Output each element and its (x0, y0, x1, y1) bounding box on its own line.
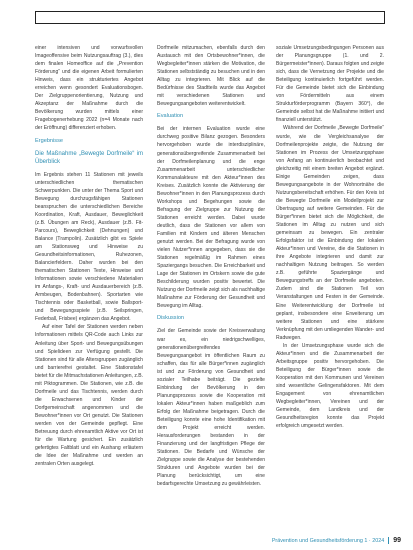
body-paragraph: Auf einer Tafel der Stationen werden neben Informationen mittels QR-Code auch Links zur Anleitung über Sport- und Bewegungsübungen und Spielideen zur Verfügung gestellt. Die Stationen sind für alle Altersgruppen zugänglich und barrierefrei gestaltet. Eine Stationstafel bietet für die Mitmachstationen Anleitungen, z.B. mit Piktogrammen. Die Stationen, wie z.B. die Dorfmeile und das Tischtennis, werden durch die Erwachsenen und Kinder der Dorfgemeinschaft angenommen und die Bewohner*innen vor Ort genutzt. Die Stationen werden von der Gemeinde gepflegt. Eine Betreuung durch ehrenamtlich Aktive vor Ort ist für die Wartung gesichert. Ein zusätzlich gefertigtes Faltblatt und ein Aushang erläutern die Idee der Maßnahme und werden an zentralen Orten ausgelegt. (35, 324, 144, 468)
body-paragraph: Während der Dorfmeile „Bewegte Dorfmeile“ wurde, wie die Vergleichsanalyse der Dorfmeilenprojekte zeigte, die Nutzung der Stationen im Prozess der Umsetzungsphase von Anfang an kontinuierlich beobachtet und gleichzeitig mit einem breiten Angebot ergänzt. Einige Gemeinden zeigen, dass Bewegungsangebote in der Wohnortnähe die Nutzungsbereitschaft erhöhen. Für den Kreis ist die Bewegte Dorfmeile ein Modellprojekt zur Übertragung auf weitere Gemeinden. Für die Bürger*innen bietet sich die Möglichkeit, die Stationen im Alltag zu nutzen und sich gemeinsam zu bewegen. Ein zentraler Erfolgsfaktor ist die Einbindung der lokalen Akteur*innen und Vereine, die die Stationen in ihre Angebote integrieren und damit zur nachhaltigen Nutzung beitragen. So werden z.B. geführte Spaziergänge und Bewegungstreffs an der Dorfmeile angeboten. Zudem sind die Stationen Teil von Veranstaltungen und Festen in der Gemeinde. Eine Weiterentwicklung der Dorfmeile ist geplant, insbesondere eine Erweiterung um weitere Stationen und eine stärkere Verknüpfung mit den umliegenden Wander- und Radwegen. (276, 125, 384, 341)
section-heading-discussion: Diskussion (157, 315, 185, 322)
page-number: 99 (393, 537, 401, 544)
footer-divider (388, 537, 389, 544)
body-paragraph: Im Ergebnis stehen 11 Stationen mit jeweils unterschiedlichen thematischen Schwerpunkten. Die unter der Thema Sport und Bewegung durchzugsfähigen Stationen beanspruchen die unterschiedlichen Bereiche Koordination, Kraft, Ausdauer, Beweglichkeit (z.B. Übungen am Reck), Ausdauer (z.B. Fit-Parcours), Beweglichkeit (Dehnungen) und Balance (Trampolin). Zusätzlich gibt es Spiele am Stationsweg und Hinweise zu Gesundheitsinformationen, Ruhezonen, Balancierfeldern. Daher wurden bei den thematischen Stationen Texte, Hinweise und Informationen sowie verschiedene Materialien im Anfangs-, Kraft- und Ausdauerbereich (z.B. Armbeugen, Bodenbahnen). Sportarten wie Tischtennis oder Basketball, sowie Ballsport- und Bewegungsspiele (z.B. Seilspringen, Federball, Frisbee) ergänzen das Angebot. (35, 171, 143, 323)
text-column-middle (157, 44, 265, 488)
page-footer (272, 537, 401, 544)
body-paragraph: Ziel der Gemeinde sowie der Kreisverwaltung war es, ein niedrigschwelliges, generationenübergreifendes Bewegungsangebot im öffentlichen Raum zu schaffen, das für alle Bürger*innen zugänglich ist und zur Förderung von Gesundheit und sozialer Teilhabe beiträgt. Die gezielte Einbindung der Bevölkerung in den Planungsprozess sowie die Kooperation mit lokalen Akteur*innen haben maßgeblich zum Erfolg der Maßnahme beigetragen. Durch die Beteiligung konnte eine hohe Identifikation mit dem Projekt erreicht werden. Herausforderungen bestanden in der Finanzierung und der langfristigen Pflege der Stationen. Die Bedarfe und Wünsche der Zielgruppe sowie die Analyse der bestehenden Strukturen und Angebote wurden bei der Planung berücksichtigt, um eine bedarfsgerechte Umsetzung zu gewährleisten. (157, 328, 265, 488)
header-bar (35, 11, 385, 24)
subsection-heading: Die Maßnahme „Bewegte Dorfmeile“ im Überblick (35, 150, 143, 165)
body-paragraph: Dorfmeile mitzumachen, ebenfalls durch den Austausch mit den Ortsbewohner*innen, die Wegbegleiter*innen stärken die Motivation, die Stationen selbstständig zu besuchen und in den Alltag zu integrieren. Mit Blick auf die Bedürfnisse des Stadtteils wurde das Angebot mit verschiedenen Stationen und Bewegungsangeboten weiterentwickelt. (157, 45, 265, 108)
section-heading-evaluation: Evaluation (157, 113, 184, 120)
text-column-left (35, 44, 143, 468)
body-paragraph: soziale Umsetzungsbedingungen Personen aus der Planungsgruppe (1. und 2. Bürgermeister*innen). Daraus folgten und zeigte sich, dass die Vernetzung der Projekte und die Beteiligung kontinuierlich fortgeführt werden. Für die Gemeinde bietet sich die Einbindung von Fördermitteln aus einem Strukturförderprogramm (Bayern 360°), die Gemeinde selbst hat die Maßnahme initiiert und finanziell unterstützt. (276, 45, 385, 124)
body-paragraph: In der Umsetzungsphase wurde sich die Akteur*innen und die Zusammenarbeit der Arbeitsgruppe positiv hervorgehoben. Die Beteiligung der Bürger*innen sowie die Kooperation mit den Kommunen und Vereinen sind wesentliche Gelingensfaktoren. Mit dem Engagement von ehrenamtlichen Wegbegleiter*innen, Vereinen und der Gemeinde, dem Landkreis und der Gesundheitsregion konnte das Projekt erfolgreich umgesetzt werden. (276, 342, 384, 430)
section-heading-results: Ergebnisse (35, 137, 63, 144)
body-paragraph: Bei der internen Evaluation wurde eine durchweg positive Bilanz gezogen. Besonders hervorgehoben wurde die interdisziplinäre, generationsübergreifende Zusammenarbeit bei der Dorfmeilenplanung und die enge Zusammenarbeit unterschiedlicher Kommunalakteure mit den Akteur*innen des Kreises. Zusätzlich konnte die Aktivierung der Bewohner*innen in den Planungsprozess durch Workshops und Begehungen sowie die Befragung der Zielgruppe zur Nutzung der Stationen erreicht werden. Dabei wurde deutlich, dass die Stationen vor allem von Familien mit Kindern und älteren Menschen genutzt werden. Bei der Befragung wurde von vielen Nutzer*innen angegeben, dass sie die Stationen regelmäßig im Rahmen eines Spaziergangs besuchen. Die Erreichbarkeit und Lage der Stationen im Ortskern sowie die gute Beschilderung wurden positiv bewertet. Die Nutzung der Dorfmeile zeigt sich als nachhaltige Maßnahme zur Förderung der Gesundheit und Bewegung im Alltag. (157, 126, 266, 310)
journal-citation: Prävention und Gesundheitsförderung 1 · 2024 (271, 537, 385, 544)
body-paragraph: einer intensiven und vorwurfsvollen Imageoffensive beim Nutzungsauftrag (3.), dies dem finalen Homeoffice auf die „Prevention Förderung“ und die eigenen Arbeit formulierten Hinweis, dass ein strukturiertes Angebot erreichen wenn gesondert Evaluationsbogen. Der Zielgruppenorientierung, Nutzung und Akzeptanz der Maßnahme durch die Bevölkerung wurden mittels einer Fragebogenerhebung 2022 (n=4 Monate nach der Eröffnung) differenziert erhoben. (35, 45, 143, 132)
text-column-right (276, 44, 384, 430)
